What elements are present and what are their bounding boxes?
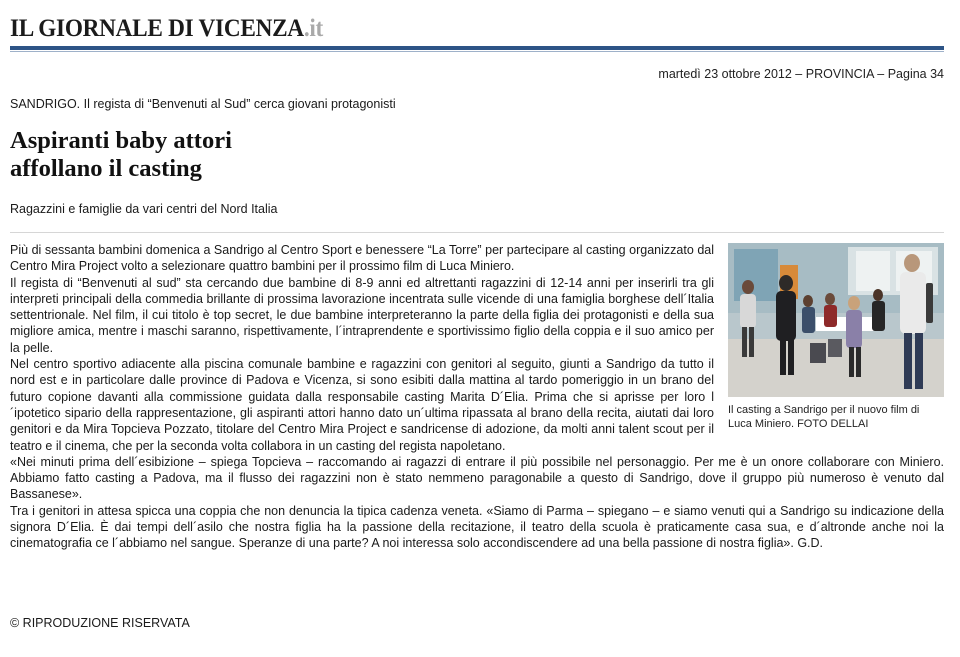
paragraph-1: Più di sessanta bambini domenica a Sandrigo al Centro Sport e benessere “La Torre” per partecipare al casting organizzato dal Centro Mira Project volto a selezionare quattro bambini per il prossimo film di Luca Miniero.: [10, 243, 714, 274]
article-body: [10, 242, 944, 552]
copyright-notice: © RIPRODUZIONE RISERVATA: [10, 616, 190, 630]
article-photo: [728, 243, 944, 397]
headline-line-2: affollano il casting: [10, 155, 202, 182]
newspaper-logo[interactable]: [10, 14, 323, 44]
paragraph-3: Nel centro sportivo adiacente alla piscina comunale bambine e ragazzini con genitori al seguito, giunti a Sandrigo da tutto il nord est e in particolare dalle province di Padova e Vicenza, si sono esibiti dalla mattina al tardo pomeriggio in un brano del futuro copione davanti alla commissione guidata dalla responsabile casting Marita D´Elia. Prima che si aprisse per loro l´ipotetico sipario della rappresentazione, gli aspiranti attori hanno dato un´ultima ripassata al brano della recita, aiutati dai loro genitori e da Mira Topcieva Pozzato, titolare del Centro Mira Project e sandricense di adozione, da molti anni talent scout per il teatro e il cinema, che per la seconda volta collabora in un casting del regista napoletano.: [10, 357, 714, 453]
divider: [10, 232, 944, 233]
logo-tld: .it: [303, 15, 324, 42]
dateline: martedì 23 ottobre 2012 – PROVINCIA – Pagina 34: [658, 67, 944, 81]
kicker: SANDRIGO. Il regista di “Benvenuti al Sud” cerca giovani protagonisti: [10, 97, 396, 111]
logo-name: IL GIORNALE DI VICENZA: [10, 15, 304, 42]
paragraph-5: Tra i genitori in attesa spicca una coppia che non denuncia la tipica cadenza veneta. «Siamo di Parma – spiegano – e siamo venuti qui a Sandrigo su indicazione della signora D´Elia. È dai tempi dell´asilo che nostra figlia ha la passione della recitazione, il teatro della scuola è praticamente casa sua, e d´altronde anche noi la cinematografia ce l´abbiamo nel sangue. Speranze di una parte? A noi interessa solo accondiscendere ad una bella passione di nostra figlia». G.D.: [10, 503, 944, 551]
headline: [10, 127, 232, 183]
masthead-rule-thin: [10, 51, 944, 52]
photo-block: [728, 243, 944, 431]
masthead-rule: [10, 46, 944, 50]
photo-caption: Il casting a Sandrigo per il nuovo film di Luca Miniero. FOTO DELLAI: [728, 404, 920, 430]
headline-line-1: Aspiranti baby attori: [10, 127, 232, 154]
subheadline: Ragazzini e famiglie da vari centri del Nord Italia: [10, 202, 278, 216]
paragraph-4: «Nei minuti prima dell´esibizione – spiega Topcieva – raccomando ai ragazzi di entrare il più possibile nel personaggio. Per me è un onore collaborare con Miniero. Abbiamo fatto casting a Padova, ma il flusso dei ragazzini non è stato nemmeno paragonabile a questo di Sandrigo, dove il gruppo più numeroso è venuto dal Bassanese».: [10, 454, 944, 502]
paragraph-2: Il regista di “Benvenuti al sud” sta cercando due bambine di 8-9 anni ed altrettanti ragazzini di 12-14 anni per inserirli tra gli interpreti principali della commedia brillante di prossima lavorazione incentrata sulle vicende di una famiglia borghese dell´Italia settentrionale. Nel film, il cui titolo è top secret, le due bambine interpreteranno la parte della figlia dei protagonisti e della sua migliore amica, mentre i maschi saranno, rispettivamente, l´intraprendente e sportivissimo figlio della coppia e il suo amico per la pelle.: [10, 275, 714, 355]
